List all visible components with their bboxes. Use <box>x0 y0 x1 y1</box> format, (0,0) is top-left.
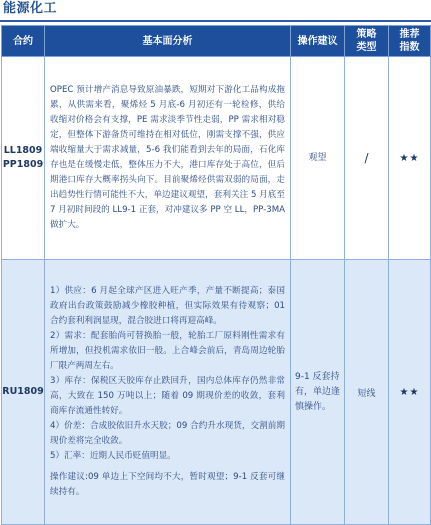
analysis-cell <box>45 57 291 260</box>
title-rule <box>0 20 431 22</box>
strategy-type-cell: / <box>345 57 389 260</box>
header-row <box>2 26 431 57</box>
section-title: 能源化工 <box>3 1 58 16</box>
analysis-paragraph: 4）价差：合成胶依旧升水天胶；09 合约升水现货，交割前期现价差将完全收敛。 <box>50 421 285 446</box>
analysis-cell <box>45 260 291 525</box>
header-analysis: 基本面分析 <box>45 26 291 57</box>
header-strategy-line2: 类型 <box>356 42 377 53</box>
header-advice: 操作建议 <box>291 26 345 57</box>
table-row <box>2 57 431 260</box>
contract-code: LL1809 <box>3 145 43 156</box>
analysis-paragraph: 3）库存：保税区天胶库存止跌回升，国内总体库存仍然非常高，大致在 150 万吨以上；随着 09 期现价差的收敛，套利商库存流通性转好。 <box>50 376 285 416</box>
header-strategy-line1: 策略 <box>356 29 377 40</box>
analysis-paragraph: 2）需求：配套胎尚可替换胎一般，轮胎工厂原料刚性需求有所增加，但投机需求依旧一般。上合峰会前后，青岛周边轮胎厂限产两周左右。 <box>50 331 285 371</box>
header-rating-line1: 推荐 <box>399 29 420 40</box>
rating-stars: ★★ <box>389 260 431 525</box>
analysis-paragraph: 1）供应：6 月起全球产区进入旺产季，产量不断提高；泰国政府出台政策鼓励减少橡胶种植，但实际效果有待观察；01 合约套利利润显现，混合胶进口将再迎高峰。 <box>50 286 285 326</box>
rating-stars: ★★ <box>389 57 431 260</box>
contract-code: PP1809 <box>2 159 44 170</box>
contract-code: RU1809 <box>2 386 44 397</box>
header-contract: 合约 <box>2 26 45 57</box>
contract-cell <box>2 260 45 525</box>
analysis-paragraph: OPEC 预计增产消息导致原油暴跌，短期对下游化工品构成拖累，从供需来看，聚烯烃 5 月底-6 月初还有一轮检修，供给收缩对价格会有支撑，PE 需求淡季节性走弱，PP 需求相对稳定，但整体下游备货可维持在相对低位，刚需支撑不强，供应端收缩量大于需求减量，5-6 我们能看到去年的局面，石化库存也是在缓慢走低，整体压力不大，港口库存处于高位，但后期港口库存大概率拐头向下。目前聚烯烃供需双弱的局面，走出趋势性行情可能性不大，单边建议观望，套利关注 5 月底至 7 月初时间段的 LL9-1 正套，对冲建议多 PP 空 LL，PP-3MA 做扩大。 <box>50 85 285 230</box>
header-strategy-type <box>345 26 389 57</box>
analysis-paragraph: 操作建议:09 单边上下空间均不大，暂时观望；9-1 反套可继续持有。 <box>50 472 285 497</box>
advice-cell: 9-1 反套持有，单边逢慎操作。 <box>291 260 345 525</box>
contract-cell <box>2 57 45 260</box>
strategy-table <box>1 25 431 525</box>
strategy-type-cell: 短线 <box>345 260 389 525</box>
advice-cell: 观望 <box>291 57 345 260</box>
header-rating <box>389 26 431 57</box>
table-row <box>2 260 431 525</box>
analysis-paragraph: 5）汇率：近期人民币贬值明显。 <box>50 451 176 461</box>
header-rating-line2: 指数 <box>399 42 420 53</box>
